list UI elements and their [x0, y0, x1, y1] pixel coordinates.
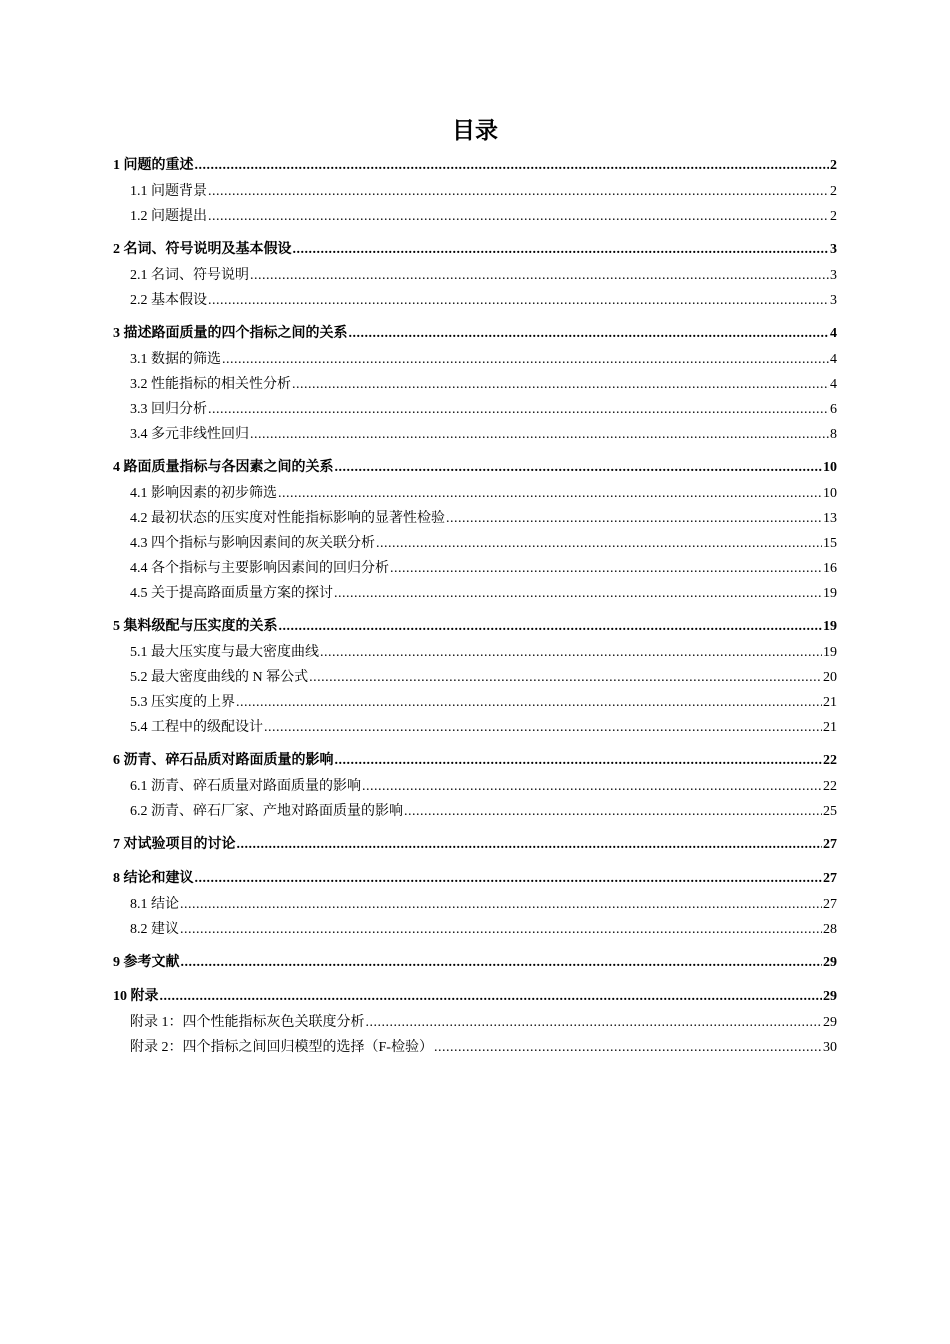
toc-entry-label: 9 参考文献: [113, 955, 180, 970]
toc-dot-leader: [404, 799, 822, 824]
toc-dot-leader: [236, 690, 822, 715]
toc-dot-leader: [390, 556, 822, 581]
toc-entry-label: 2 名词、符号说明及基本假设: [113, 242, 292, 257]
toc-subsection-entry[interactable]: [113, 372, 837, 397]
toc-page-number: 29: [823, 1015, 837, 1030]
toc-subsection-entry[interactable]: [113, 1010, 837, 1035]
toc-dot-leader: [434, 1035, 822, 1060]
toc-dot-leader: [366, 1010, 823, 1035]
toc-page-number: 21: [823, 720, 837, 735]
toc-entry-label: 附录 2：四个指标之间回归模型的选择（F-检验）: [130, 1040, 433, 1055]
toc-entry-label: 5 集料级配与压实度的关系: [113, 619, 278, 634]
toc-page-number: 22: [823, 753, 837, 768]
toc-entry-label: 4.5 关于提高路面质量方案的探讨: [130, 586, 333, 601]
toc-page-number: 3: [830, 242, 837, 257]
toc-dot-leader: [195, 152, 830, 179]
toc-subsection-entry[interactable]: [113, 481, 837, 506]
toc-entry-label: 6.2 沥青、碎石厂家、产地对路面质量的影响: [130, 804, 403, 819]
toc-section-entry[interactable]: [113, 236, 837, 263]
toc-entry-label: 4.2 最初状态的压实度对性能指标影响的显著性检验: [130, 511, 445, 526]
toc-dot-leader: [309, 665, 822, 690]
toc-dot-leader: [237, 831, 823, 858]
toc-page-number: 10: [823, 486, 837, 501]
toc-entry-label: 6 沥青、碎石品质对路面质量的影响: [113, 753, 334, 768]
toc-page-number: 19: [823, 619, 837, 634]
toc-dot-leader: [250, 263, 829, 288]
toc-dot-leader: [208, 397, 829, 422]
toc-entry-label: 2.1 名词、符号说明: [130, 268, 249, 283]
toc-subsection-entry[interactable]: [113, 263, 837, 288]
toc-entry-label: 3 描述路面质量的四个指标之间的关系: [113, 326, 348, 341]
toc-page-number: 10: [823, 460, 837, 475]
toc-subsection-entry[interactable]: [113, 690, 837, 715]
toc-entry-label: 1 问题的重述: [113, 158, 194, 173]
toc-entry-label: 8.2 建议: [130, 922, 179, 937]
toc-page-number: 27: [823, 897, 837, 912]
toc-page-number: 2: [830, 209, 837, 224]
toc-page-number: 6: [830, 402, 837, 417]
toc-page-number: 28: [823, 922, 837, 937]
toc-dot-leader: [335, 454, 823, 481]
toc-page-number: 19: [823, 586, 837, 601]
toc-entry-label: 1.1 问题背景: [130, 184, 207, 199]
toc-page-number: 30: [823, 1040, 837, 1055]
toc-dot-leader: [222, 347, 829, 372]
toc-dot-leader: [180, 892, 822, 917]
toc-page-number: 16: [823, 561, 837, 576]
toc-entry-label: 3.4 多元非线性回归: [130, 427, 249, 442]
toc-entry-label: 10 附录: [113, 989, 159, 1004]
toc-page-number: 2: [830, 184, 837, 199]
toc-page-number: 3: [830, 293, 837, 308]
toc-dot-leader: [335, 747, 823, 774]
toc-dot-leader: [362, 774, 822, 799]
toc-page-number: 21: [823, 695, 837, 710]
toc-entry-label: 4.3 四个指标与影响因素间的灰关联分析: [130, 536, 375, 551]
toc-dot-leader: [349, 320, 830, 347]
toc-subsection-entry[interactable]: [113, 556, 837, 581]
toc-entry-label: 3.3 回归分析: [130, 402, 207, 417]
toc-section-entry[interactable]: [113, 747, 837, 774]
toc-page-number: 3: [830, 268, 837, 283]
toc-page-number: 22: [823, 779, 837, 794]
toc-dot-leader: [293, 236, 830, 263]
toc-section-entry[interactable]: [113, 949, 837, 976]
toc-subsection-entry[interactable]: [113, 531, 837, 556]
toc-entry-label: 8 结论和建议: [113, 871, 194, 886]
toc-subsection-entry[interactable]: [113, 581, 837, 606]
toc-page-number: 19: [823, 645, 837, 660]
toc-subsection-entry[interactable]: [113, 397, 837, 422]
toc-section-entry[interactable]: [113, 152, 837, 179]
toc-page-number: 29: [823, 955, 837, 970]
toc-subsection-entry[interactable]: [113, 506, 837, 531]
toc-subsection-entry[interactable]: [113, 1035, 837, 1060]
toc-subsection-entry[interactable]: [113, 917, 837, 942]
toc-subsection-entry[interactable]: [113, 204, 837, 229]
toc-entry-label: 8.1 结论: [130, 897, 179, 912]
toc-subsection-entry[interactable]: [113, 179, 837, 204]
toc-dot-leader: [278, 481, 822, 506]
toc-dot-leader: [250, 422, 829, 447]
toc-page-number: 4: [830, 377, 837, 392]
toc-entry-label: 4.4 各个指标与主要影响因素间的回归分析: [130, 561, 389, 576]
toc-dot-leader: [195, 865, 823, 892]
toc-entry-label: 5.2 最大密度曲线的 N 幂公式: [130, 670, 309, 685]
toc-entry-label: 3.2 性能指标的相关性分析: [130, 377, 291, 392]
toc-dot-leader: [180, 917, 822, 942]
toc-page-number: 15: [823, 536, 837, 551]
toc-page-number: 13: [823, 511, 837, 526]
toc-entry-label: 5.3 压实度的上界: [130, 695, 235, 710]
toc-page-number: 29: [823, 989, 837, 1004]
toc-entry-label: 5.4 工程中的级配设计: [130, 720, 263, 735]
toc-section-entry[interactable]: [113, 320, 837, 347]
toc-section-entry[interactable]: [113, 831, 837, 858]
toc-subsection-entry[interactable]: [113, 665, 837, 690]
toc-entry-label: 7 对试验项目的讨论: [113, 837, 236, 852]
toc-dot-leader: [208, 179, 829, 204]
toc-dot-leader: [208, 204, 829, 229]
toc-dot-leader: [181, 949, 823, 976]
toc-page-number: 4: [830, 352, 837, 367]
toc-list: [113, 152, 837, 1060]
toc-title: 目录: [452, 118, 498, 144]
toc-page-number: 8: [830, 427, 837, 442]
toc-subsection-entry[interactable]: [113, 422, 837, 447]
toc-page-number: 2: [830, 158, 837, 173]
toc-dot-leader: [292, 372, 829, 397]
toc-page-number: 27: [823, 871, 837, 886]
toc-entry-label: 附录 1：四个性能指标灰色关联度分析: [130, 1015, 365, 1030]
toc-dot-leader: [264, 715, 822, 740]
toc-subsection-entry[interactable]: [113, 799, 837, 824]
toc-dot-leader: [334, 581, 822, 606]
toc-page-number: 25: [823, 804, 837, 819]
toc-entry-label: 4.1 影响因素的初步筛选: [130, 486, 277, 501]
toc-entry-label: 3.1 数据的筛选: [130, 352, 221, 367]
toc-dot-leader: [446, 506, 822, 531]
toc-subsection-entry[interactable]: [113, 892, 837, 917]
toc-section-entry[interactable]: [113, 865, 837, 892]
toc-page-number: 20: [823, 670, 837, 685]
toc-subsection-entry[interactable]: [113, 640, 837, 665]
toc-section-entry[interactable]: [113, 454, 837, 481]
toc-section-entry[interactable]: [113, 613, 837, 640]
toc-dot-leader: [160, 983, 823, 1010]
toc-entry-label: 1.2 问题提出: [130, 209, 207, 224]
toc-dot-leader: [208, 288, 829, 313]
toc-entry-label: 2.2 基本假设: [130, 293, 207, 308]
toc-subsection-entry[interactable]: [113, 774, 837, 799]
toc-entry-label: 4 路面质量指标与各因素之间的关系: [113, 460, 334, 475]
toc-subsection-entry[interactable]: [113, 715, 837, 740]
toc-subsection-entry[interactable]: [113, 347, 837, 372]
toc-dot-leader: [279, 613, 823, 640]
toc-entry-label: 5.1 最大压实度与最大密度曲线: [130, 645, 319, 660]
toc-dot-leader: [320, 640, 822, 665]
toc-page-number: 4: [830, 326, 837, 341]
toc-subsection-entry[interactable]: [113, 288, 837, 313]
toc-section-entry[interactable]: [113, 983, 837, 1010]
toc-page-number: 27: [823, 837, 837, 852]
toc-entry-label: 6.1 沥青、碎石质量对路面质量的影响: [130, 779, 361, 794]
toc-dot-leader: [376, 531, 822, 556]
